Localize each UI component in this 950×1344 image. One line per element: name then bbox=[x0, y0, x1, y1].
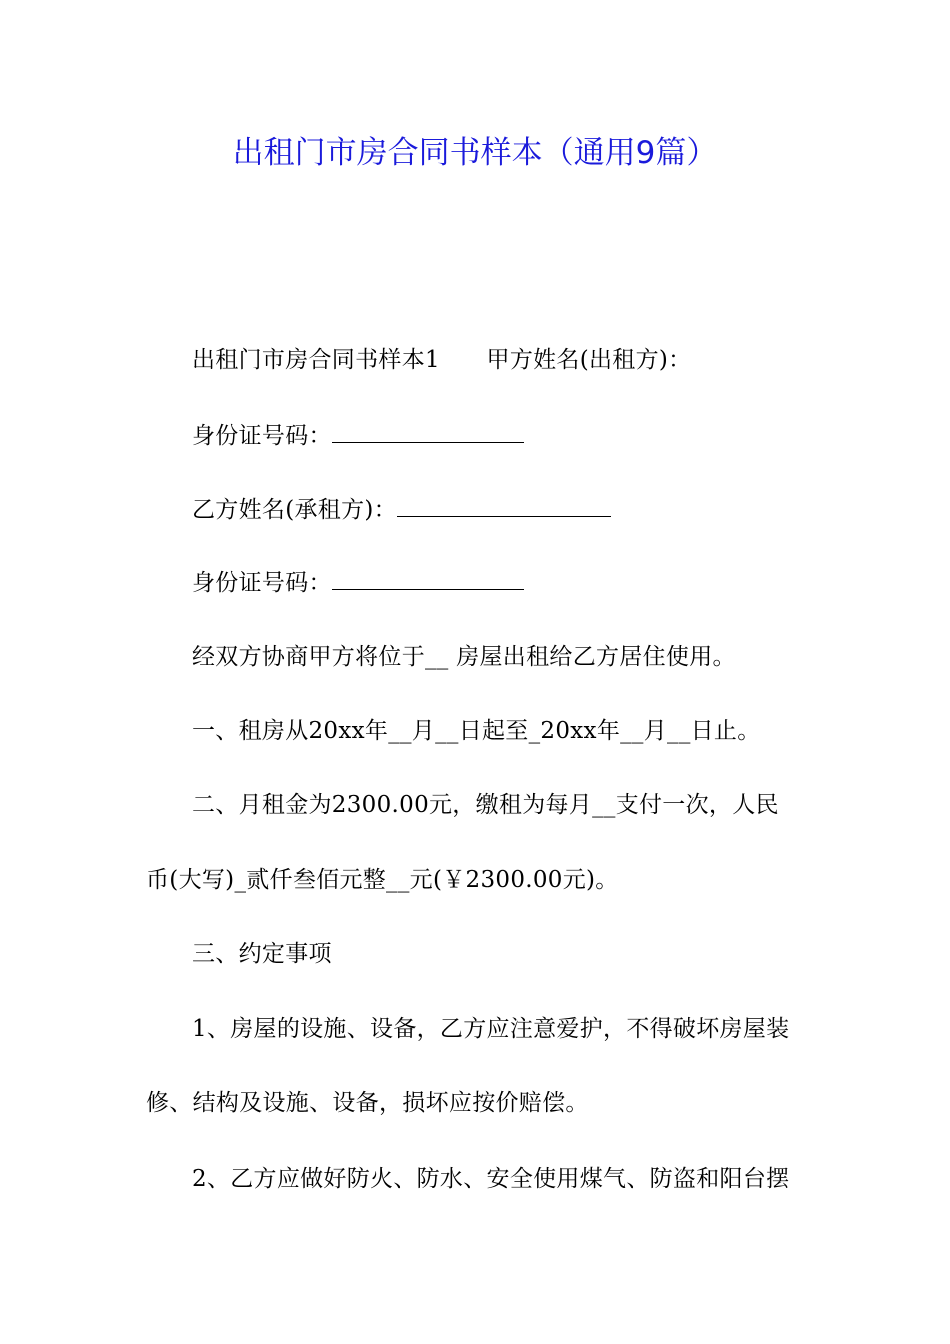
paragraph-rent-continued: 币(大写)_贰仟叁佰元整__元(￥2300.00元)。 bbox=[146, 867, 619, 893]
paragraph-sample-1-party-a: 出租门市房合同书样本1 甲方姓名(出租方)： bbox=[192, 347, 692, 373]
paragraph-item-1-continued: 修、结构及设施、设备，损坏应按价赔偿。 bbox=[146, 1090, 589, 1116]
party-b-name-label: 乙方姓名(承租方)： bbox=[192, 497, 397, 523]
paragraph-rent: 二、月租金为2300.00元，缴租为每月__支付一次，人民 bbox=[192, 792, 779, 818]
document-title: 出租门市房合同书样本（通用9篇） bbox=[232, 135, 718, 171]
party-b-id-label: 身份证号码： bbox=[192, 570, 332, 596]
paragraph-term: 一、租房从20xx年__月__日起至_20xx年__月__日止。 bbox=[192, 718, 761, 744]
party-b-id-blank bbox=[332, 563, 524, 590]
party-b-name-blank bbox=[397, 490, 611, 517]
paragraph-item-2: 2、乙方应做好防火、防水、安全使用煤气、防盗和阳台摆 bbox=[192, 1166, 790, 1192]
paragraph-party-b-name bbox=[192, 490, 810, 530]
paragraph-item-1: 1、房屋的设施、设备，乙方应注意爱护，不得破坏房屋装 bbox=[192, 1016, 790, 1042]
party-a-id-blank bbox=[332, 416, 524, 443]
paragraph-party-b-id bbox=[192, 563, 810, 603]
paragraph-party-a-id bbox=[192, 416, 810, 456]
party-a-id-label: 身份证号码： bbox=[192, 423, 332, 449]
paragraph-location: 经双方协商甲方将位于__ 房屋出租给乙方居住使用。 bbox=[192, 644, 736, 670]
section-heading-agreed-matters: 三、约定事项 bbox=[192, 941, 332, 967]
